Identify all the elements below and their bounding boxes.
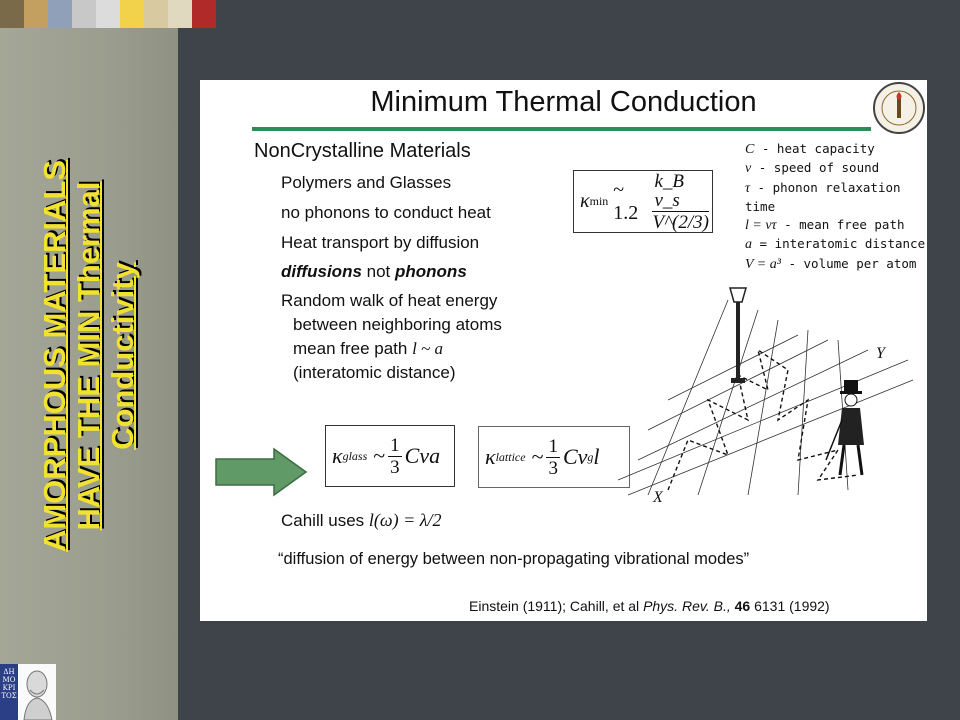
green-arrow-icon <box>214 447 309 497</box>
reference-prefix: Einstein (1911); Cahill, et al <box>469 598 644 614</box>
kappa-lattice-numerator: 1 <box>548 435 558 457</box>
legend-text: - heat capacity <box>754 141 875 156</box>
legend-symbol: τ <box>745 180 751 196</box>
vertical-title-line-3: Conductivity <box>105 262 140 450</box>
logo-blue-band: ΔΗ ΜΟ ΚΡΙ ΤΟΣ <box>0 664 18 720</box>
mean-free-path-label: mean free path <box>293 339 413 358</box>
legend-text: - phonon relaxation time <box>745 179 901 214</box>
mean-free-path-math: l ~ a <box>412 339 443 358</box>
kappa-symbol: κ <box>485 444 496 469</box>
thumbnail-6 <box>120 0 144 28</box>
cobblestone-grid <box>618 300 913 495</box>
thumbnail-2 <box>24 0 48 28</box>
symbol-legend <box>745 140 927 274</box>
kappa-glass-rhs: Cva <box>404 443 441 468</box>
kappa-min-formula <box>573 170 713 233</box>
random-walk-line-3 <box>293 339 443 359</box>
thumbnail-7 <box>144 0 168 28</box>
left-panel <box>0 0 178 720</box>
kappa-lattice-rhs-sub: g <box>587 449 594 464</box>
legend-symbol: l = vτ <box>745 218 777 234</box>
diffusion-quote: “diffusion of energy between non-propagating vibrational modes” <box>278 550 750 568</box>
legend-text: - volume per atom <box>780 255 917 271</box>
kappa-lattice-rhs: Cv <box>562 444 588 469</box>
legend-item <box>745 159 927 178</box>
title-underline <box>252 127 871 131</box>
legend-item <box>745 140 927 159</box>
kappa-min-rel: ~ 1.2 <box>613 178 639 224</box>
kappa-lattice-rel: ~ <box>531 444 544 469</box>
section-heading: NonCrystalline Materials <box>254 140 471 162</box>
bullet-diffusions-not-phonons <box>281 262 467 282</box>
legend-text: = interatomic distance <box>752 236 926 252</box>
bullet-polymers: Polymers and Glasses <box>281 173 452 192</box>
legend-text: - mean free path <box>776 217 905 233</box>
random-walk-sketch <box>608 280 918 510</box>
legend-item <box>745 255 927 274</box>
y-axis-label: Y <box>876 345 885 362</box>
legend-symbol: v <box>745 161 752 177</box>
kappa-glass-sub: glass <box>342 448 368 463</box>
kappa-glass-formula <box>325 425 455 487</box>
bust-icon <box>18 664 56 720</box>
university-seal-icon <box>873 82 925 134</box>
legend-text: - speed of sound <box>751 160 880 176</box>
thumbnail-8 <box>168 0 192 28</box>
vertical-title <box>38 96 140 616</box>
cahill-prefix: Cahill uses <box>281 511 369 530</box>
kappa-symbol: κ <box>332 443 343 468</box>
random-walk-line-4: (interatomic distance) <box>293 363 456 382</box>
kappa-min-denominator: V^(2/3) <box>652 211 709 233</box>
bullet-random-walk: Random walk of heat energy <box>281 291 498 310</box>
kappa-lattice-fraction <box>546 437 560 478</box>
reference-journal: Phys. Rev. B., <box>643 598 731 614</box>
kappa-lattice-rhs-tail: l <box>593 444 600 469</box>
reference-rest: 6131 (1992) <box>750 598 830 614</box>
bottom-logo <box>0 664 56 720</box>
reference-citation <box>469 598 830 614</box>
vertical-title-line-2: HAVE THE MIN Thermal <box>71 181 106 531</box>
thumbnail-5 <box>96 0 120 28</box>
kappa-lattice-sub: lattice <box>495 449 526 464</box>
random-walk-line-2: between neighboring atoms <box>293 315 502 334</box>
emphasis-phonons: phonons <box>395 262 467 281</box>
legend-item <box>745 179 927 217</box>
x-axis-label: X <box>653 489 663 506</box>
thumbnail-9 <box>192 0 216 28</box>
bullet-heat-transport: Heat transport by diffusion <box>281 233 480 252</box>
slide <box>200 80 927 621</box>
lamp-post-icon <box>730 288 746 383</box>
kappa-glass-rel: ~ <box>373 443 386 468</box>
man-with-top-hat-icon <box>826 380 864 475</box>
cahill-line <box>281 510 442 531</box>
bullet-no-phonons: no phonons to conduct heat <box>281 203 491 222</box>
emphasis-not: not <box>361 262 396 281</box>
legend-symbol: a <box>745 237 752 253</box>
kappa-lattice-denominator: 3 <box>548 457 558 479</box>
emphasis-diffusions: diffusions <box>281 262 362 281</box>
vertical-title-line-1: AMORPHOUS MATERIALS <box>37 159 72 553</box>
thumbnail-4 <box>72 0 96 28</box>
legend-item <box>745 216 927 235</box>
thumbnail-3 <box>48 0 72 28</box>
kappa-glass-fraction <box>388 436 402 477</box>
header-thumbnail-strip <box>0 0 216 28</box>
kappa-min-numerator: k_B v_s <box>652 172 709 212</box>
slide-title: Minimum Thermal Conduction <box>370 86 757 118</box>
cahill-math: l(ω) = λ/2 <box>368 510 442 530</box>
kappa-glass-denominator: 3 <box>390 456 400 478</box>
legend-symbol: C <box>745 142 755 157</box>
kappa-symbol: κ <box>580 190 590 212</box>
kappa-glass-numerator: 1 <box>390 434 400 456</box>
kappa-min-sub: min <box>589 194 609 208</box>
thumbnail-1 <box>0 0 24 28</box>
legend-symbol: V = a³ <box>745 256 781 272</box>
kappa-min-fraction <box>652 172 709 232</box>
reference-volume: 46 <box>734 598 751 614</box>
legend-item <box>745 235 927 254</box>
